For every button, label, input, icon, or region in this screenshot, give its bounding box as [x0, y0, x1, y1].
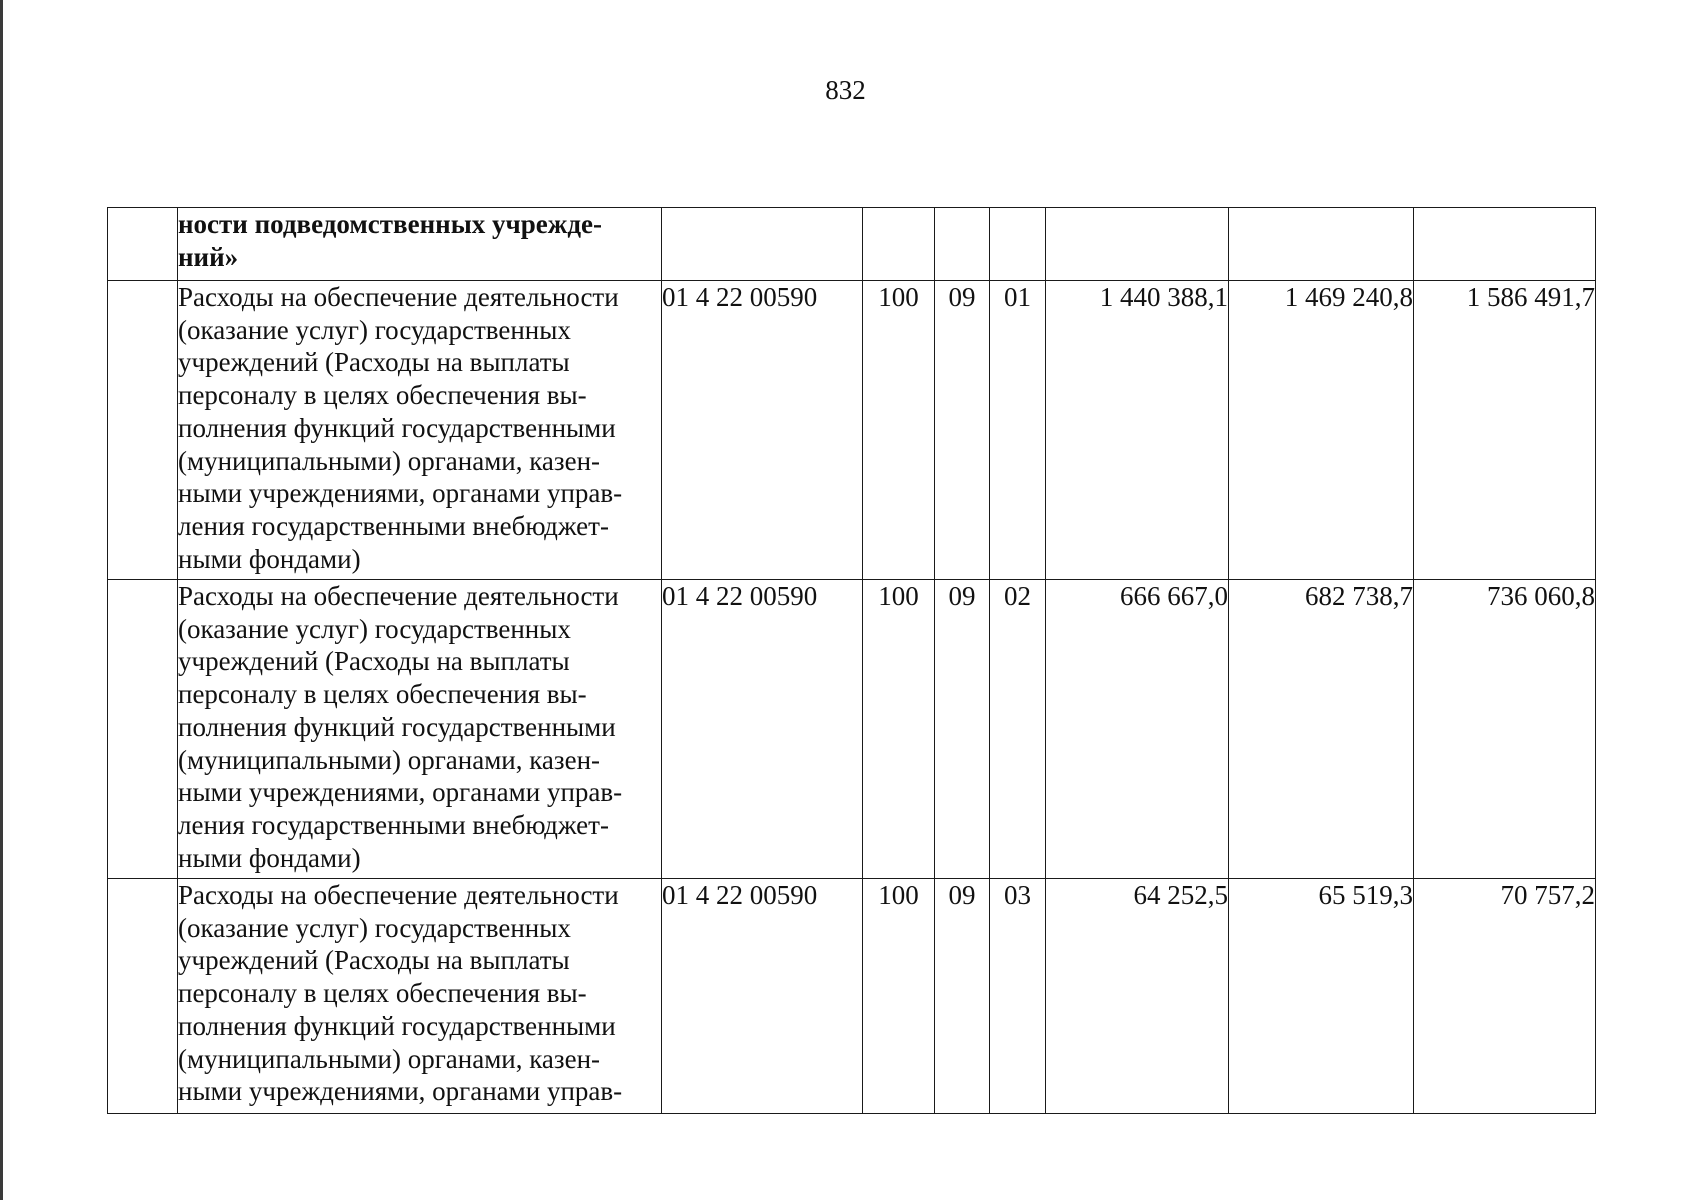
amount-year2-cell: 1 469 240,8 — [1229, 281, 1414, 580]
description-line: ления государственными внебюджет- — [178, 809, 609, 840]
description-line: учреждений (Расходы на выплаты — [178, 646, 570, 677]
description-cell — [178, 208, 662, 281]
target-code-cell — [662, 208, 863, 281]
row-number-cell — [108, 580, 178, 879]
description-line: полнения функций государственными — [178, 1010, 616, 1041]
description-line: Расходы на обеспечение деятельности — [178, 880, 619, 910]
amount-year3-cell: 1 586 491,7 — [1414, 281, 1596, 580]
amount-year1-cell: 666 667,0 — [1046, 580, 1229, 879]
description-line: ными учреждениями, органами управ- — [178, 777, 623, 808]
description-line: персоналу в целях обеспечения вы- — [178, 978, 587, 1009]
expense-type-cell — [863, 208, 935, 281]
description-line: (оказание услуг) государственных — [178, 912, 571, 943]
subsection-cell: 02 — [990, 580, 1046, 879]
subsection-cell: 03 — [990, 879, 1046, 1114]
row-number-cell — [108, 281, 178, 580]
expense-type-cell: 100 — [863, 580, 935, 879]
subsection-cell: 01 — [990, 281, 1046, 580]
description-line: (оказание услуг) государственных — [178, 314, 571, 345]
description-line: ными фондами) — [178, 842, 361, 873]
description-line: Расходы на обеспечение деятельности — [178, 581, 619, 611]
description-line: полнения функций государственными — [178, 412, 616, 443]
description-line: персоналу в целях обеспечения вы- — [178, 679, 587, 710]
section-cell — [935, 208, 990, 281]
amount-year3-cell: 736 060,8 — [1414, 580, 1596, 879]
description-line: ности подведомственных учрежде- — [178, 209, 602, 239]
description-line: учреждений (Расходы на выплаты — [178, 945, 570, 976]
amount-year2-cell: 65 519,3 — [1229, 879, 1414, 1114]
target-code-cell: 01 4 22 00590 — [662, 580, 863, 879]
description-line: (муниципальными) органами, казен- — [178, 445, 601, 476]
page-number: 832 — [825, 75, 866, 105]
row-number-cell — [108, 879, 178, 1114]
description-line: (муниципальными) органами, казен- — [178, 744, 601, 775]
description-line: Расходы на обеспечение деятельности — [178, 282, 619, 312]
description-line: ными фондами) — [178, 543, 361, 574]
section-cell: 09 — [935, 281, 990, 580]
table-row — [108, 208, 1596, 281]
description-line: (муниципальными) органами, казен- — [178, 1043, 601, 1074]
subsection-cell — [990, 208, 1046, 281]
amount-year1-cell — [1046, 208, 1229, 281]
description-cell — [178, 879, 662, 1114]
amount-year3-cell: 70 757,2 — [1414, 879, 1596, 1114]
target-code-cell: 01 4 22 00590 — [662, 281, 863, 580]
description-line: ления государственными внебюджет- — [178, 510, 609, 541]
amount-year1-cell: 64 252,5 — [1046, 879, 1229, 1114]
section-cell: 09 — [935, 879, 990, 1114]
expense-type-cell: 100 — [863, 879, 935, 1114]
row-number-cell — [108, 208, 178, 281]
expense-type-cell: 100 — [863, 281, 935, 580]
description-cell — [178, 281, 662, 580]
description-line: полнения функций государственными — [178, 711, 616, 742]
section-cell: 09 — [935, 580, 990, 879]
description-line: (оказание услуг) государственных — [178, 613, 571, 644]
amount-year3-cell — [1414, 208, 1596, 281]
target-code-cell: 01 4 22 00590 — [662, 879, 863, 1114]
table-row — [108, 580, 1596, 879]
description-line: ными учреждениями, органами управ- — [178, 478, 623, 509]
description-line: ными учреждениями, органами управ- — [178, 1076, 623, 1107]
description-line: ний» — [178, 241, 239, 272]
description-cell — [178, 580, 662, 879]
description-line: учреждений (Расходы на выплаты — [178, 347, 570, 378]
scan-edge-line — [0, 0, 3, 1200]
description-line: персоналу в целях обеспечения вы- — [178, 380, 587, 411]
amount-year2-cell: 682 738,7 — [1229, 580, 1414, 879]
amount-year2-cell — [1229, 208, 1414, 281]
budget-table — [107, 207, 1596, 1114]
table-row — [108, 879, 1596, 1114]
amount-year1-cell: 1 440 388,1 — [1046, 281, 1229, 580]
table-row — [108, 281, 1596, 580]
